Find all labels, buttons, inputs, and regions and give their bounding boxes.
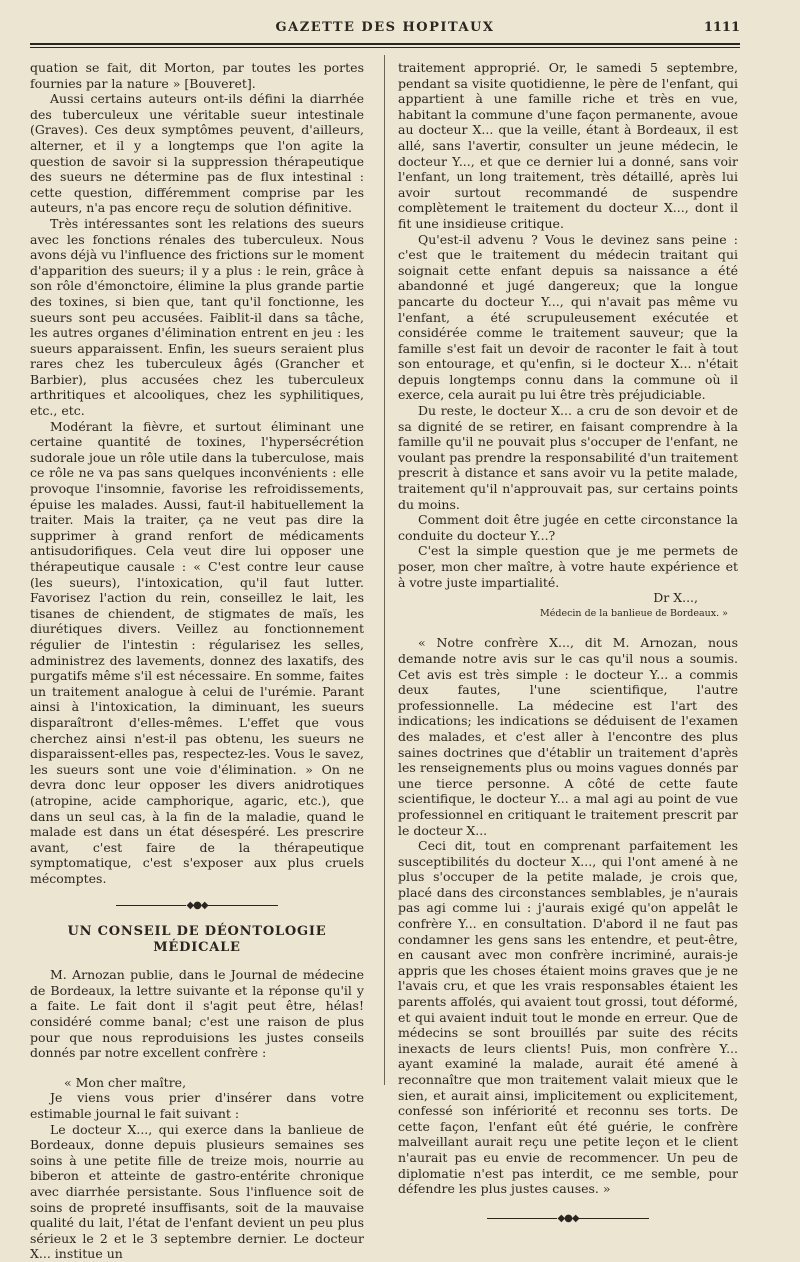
page-header [30, 18, 740, 40]
paragraph: Modérant la fièvre, et surtout éliminant une certaine quantité de toxines, l'hypersécrétion sudorale joue un rôle utile dans la tuberculose, mais ce rôle ne va pas sans quelques inconvénients : elle provoque l'insomnie, favorise les refroidissements, épuise les malades. Aussi, faut-il habituellement la traiter. Mais la traiter, ça ne veut pas dire la supprimer à grand renfort de médicaments antisudorifiques. Cela veut dire lui opposer une thérapeutique causale : « C'est contre leur cause (les sueurs), l'intoxication, qu'il faut lutter. Favorisez l'action du rein, conseillez le lait, les tisanes de chiendent, de stigmates de maïs, les diurétiques divers. Veillez au fonctionnement régulier de l'intestin : régularisez les selles, administrez des lavements, donnez des laxatifs, des purgatifs même s'il est nécessaire. En somme, faites un traitement analogue à celui de l'urémie. Parant ainsi à l'intoxication, la diminuant, les sueurs disparaîtront d'elles-mêmes. L'effet que vous cherchez ainsi n'est-il pas obtenu, les sueurs ne disparaissent-elles pas, respectez-les. Vous le savez, les sueurs sont une voie d'élimination. » On ne devra donc leur opposer les divers anidrotiques (atropine, acide camphorique, agaric, etc.), que dans un seul cas, à la fin de la maladie, quand le malade est dans un état désespéré. Les prescrire avant, c'est faire de la thérapeutique symptomatique, c'est s'exposer aux plus cruels mécomptes. [30, 418, 364, 886]
letter-salutation: « Mon cher maître, [64, 1074, 187, 1090]
end-ornament: ◆●◆ [398, 1211, 738, 1227]
paragraph: Aussi certains auteurs ont-ils défini la diarrhée des tuberculeux une véritable sueur intestinale (Graves). Ces deux symptômes peuvent, d'ailleurs, alterner, et il y a longtemps que l'on agite la question de savoir si la suppression thérapeutique des sueurs ne détermine pas de flux intestinal : cette question, différemment comprise par les auteurs, n'a pas encore reçu de solution définitive. [30, 91, 364, 216]
section-title: UN CONSEIL DE DÉONTOLOGIE MÉDICALE [67, 924, 327, 955]
header-rule-thick [30, 43, 740, 45]
letter-signature-title: Médecin de la banlieue de Bordeaux. » [540, 607, 728, 619]
paragraph: Du reste, le docteur X... a cru de son devoir et de sa dignité de se retirer, en faisant comprendre à la famille qu'il ne pouvait plus s'occuper de l'enfant, ne voulant pas prendre la responsabilité d'un traitement prescrit à distance et sans avoir vu la petite malade, traitement qu'il n'approuvait pas, sur certains points du moins. [398, 403, 738, 512]
header-rule-thin [30, 47, 740, 48]
right-column [398, 60, 738, 1236]
paragraph: quation se fait, dit Morton, par toutes les portes fournies par la nature » [Bouveret]. [30, 60, 364, 91]
journal-title: GAZETTE DES HOPITAUX [275, 20, 495, 35]
paragraph: Le docteur X..., qui exerce dans la banlieue de Bordeaux, donne depuis plusieurs semaines ses soins à une petite fille de treize mois, nourrie au biberon et atteinte de gastro-entérite chronique avec diarrhée persistante. Sous l'influence soit de soins de propreté insuffisants, soit de la mauvaise qualité du lait, l'état de l'enfant devient un peu plus sérieux le 2 et le 3 septembre dernier. Le docteur X... institue un [30, 1121, 364, 1262]
paragraph: M. Arnozan publie, dans le Journal de médecine de Bordeaux, la lettre suivante et la réponse qu'il y a faite. Le fait dont il s'agit peut être, hélas! considéré comme banal; c'est une raison de plus pour que nous reproduisions les justes conseils donnés par notre excellent confrère : [30, 967, 364, 1061]
paragraph: traitement approprié. Or, le samedi 5 septembre, pendant sa visite quotidienne, le père de l'enfant, qui appartient à une famille riche et très en vue, habitant la commune d'une façon permanente, avoue au docteur X... que la veille, étant à Bordeaux, il est allé, sans l'avertir, consulter un jeune médecin, le docteur Y..., et que ce dernier lui a donné, sans voir l'enfant, un long traitement, très détaillé, après lui avoir surtout recommandé de suspendre complètement le traitement du docteur X..., dont il fit une insidieuse critique. [398, 60, 738, 231]
letter-signature: Dr X..., [653, 590, 698, 606]
page-number: 1111 [703, 20, 740, 35]
paragraph: « Notre confrère X..., dit M. Arnozan, nous demande notre avis sur le cas qu'il nous a soumis. Cet avis est très simple : le docteur Y... a commis deux fautes, l'une scientifique, l'autre professionnelle. La médecine est l'art des indications; les indications se déduisent de l'examen des malades, et c'est aller à l'encontre des plus saines doctrines que d'établir un traitement d'après les renseignements plus ou moins vagues donnés par une tierce personne. A côté de cette faute scientifique, le docteur Y... a mal agi au point de vue professionnel en critiquant le traitement prescrit par le docteur X... [398, 635, 738, 838]
section-divider-ornament: ◆●◆ [30, 898, 364, 914]
paragraph: Comment doit être jugée en cette circonstance la conduite du docteur Y...? [398, 512, 738, 543]
paragraph: Qu'est-il advenu ? Vous le devinez sans peine : c'est que le traitement du médecin traitant qui soignait cette enfant depuis sa naissance a été abandonné et jugé dangereux; que la longue pancarte du docteur Y..., qui n'avait pas même vu l'enfant, a été scrupuleusement exécutée et considérée comme le traitement sauveur; que la famille s'est fait un devoir de raconter le fait à tout son entourage, et qu'enfin, si le docteur X... n'était depuis longtemps connu dans la commune où il exerce, cela aurait pu lui être très préjudiciable. [398, 231, 738, 403]
paragraph: C'est la simple question que je me permets de poser, mon cher maître, à votre haute expérience et à votre juste impartialité. [398, 543, 738, 590]
paragraph: Ceci dit, tout en comprenant parfaitement les susceptibilités du docteur X..., qui l'ont amené à ne plus s'occuper de la petite malade, je crois que, placé dans des circonstances semblables, je n'aurais pas agi comme lui : j'aurais exigé qu'on appelât le confrère Y... en consultation. D'abord il ne faut pas condamner les gens sans les entendre, et peut-être, en causant avec mon confrère incriminé, aurais-je appris que les choses étaient moins graves que je ne l'avais cru, et que les vrais responsables étaient les parents affolés, qui avaient tout grossi, tout déformé, et qui avaient induit tout le monde en erreur. Que de médecins se sont brouillés par suite des récits inexacts de leurs clients! Puis, mon confrère Y... ayant examiné la malade, aurait été amené à reconnaître que mon traitement valait mieux que le sien, et aurait ainsi, implicitement ou explicitement, confessé son infériorité et reconnu ses torts. De cette façon, l'enfant eût été guérie, le confrère malveillant aurait reçu une petite leçon et le client n'aurait pas eu envie de recommencer. Un peu de diplomatie n'est pas interdit, ce me semble, pour défendre les plus justes causes. » [398, 838, 738, 1197]
paragraph: Très intéressantes sont les relations des sueurs avec les fonctions rénales des tuberculeux. Nous avons déjà vu l'influence des frictions sur le moment d'apparition des sueurs; il y a plus : le rein, grâce à son rôle d'émonctoire, élimine la plus grande partie des toxines, si bien que, tant qu'il fonctionne, les sueurs sont peu accusées. Faiblit-il dans sa tâche, les autres organes d'élimination entrent en jeu : les sueurs apparaissent. Enfin, les sueurs seraient plus rares chez les tuberculeux âgés (Grancher et Barbier), plus accusées chez les tuberculeux arthritiques et alcooliques, chez les syphilitiques, etc., etc. [30, 215, 364, 419]
paragraph: Je viens vous prier d'insérer dans votre estimable journal le fait suivant : [30, 1090, 364, 1121]
column-separator [384, 55, 385, 1085]
left-column [30, 60, 364, 1262]
